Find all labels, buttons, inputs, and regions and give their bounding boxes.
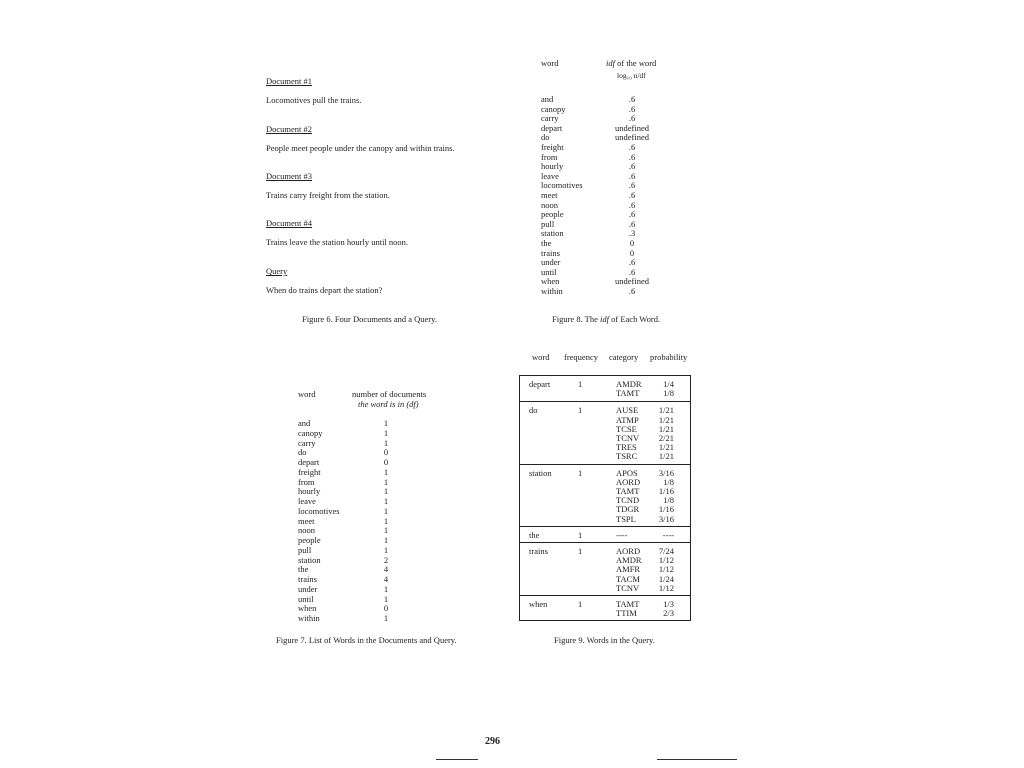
fig8-idf-value: .6 [628, 189, 636, 200]
fig8-idf-value: .6 [628, 103, 636, 114]
fig7-df-value: 4 [383, 564, 389, 575]
fig9-probability: 1/21 [658, 451, 674, 462]
fig7-word: depart [298, 457, 320, 467]
fig7-word: people [298, 535, 321, 545]
fig8-word: meet [541, 189, 558, 200]
fig9-probability: 1/8 [663, 495, 674, 506]
fig9-category: TSRC [616, 451, 638, 462]
fig9-category-column [616, 600, 639, 618]
fig9-header-category: category [609, 352, 639, 362]
fig8-word: station [541, 228, 564, 239]
fig9-category: TCNV [616, 582, 640, 593]
fig9-probability: 3/16 [658, 513, 674, 524]
fig7-word: noon [298, 525, 315, 536]
fig8-header-idf [606, 59, 656, 68]
fig9-word: station [529, 467, 552, 478]
fig8-word: when [541, 276, 560, 287]
fig9-group [520, 595, 690, 621]
fig9-frequency: 1 [578, 405, 583, 416]
fig8-word: noon [541, 199, 558, 210]
fig8-idf-value: undefined [615, 122, 649, 133]
fig9-category-column [616, 531, 627, 540]
query-text: When do trains depart the station? [266, 285, 383, 295]
fig9-probability: 1/8 [663, 476, 674, 487]
fig9-probability: 1/21 [658, 405, 674, 416]
figure-9-caption: Figure 9. Words in the Query. [554, 635, 655, 645]
fig9-category: TAMT [616, 388, 640, 399]
fig9-category: AMDR [616, 379, 642, 389]
footer-rule-right [657, 759, 737, 760]
fig7-word: when [298, 603, 317, 614]
fig8-word: do [541, 132, 550, 143]
fig7-word: carry [298, 437, 316, 448]
fig9-probability: ---- [662, 529, 674, 540]
fig7-df-value: 1 [383, 427, 389, 438]
query-heading: Query [266, 266, 288, 276]
fig8-idf-value: .6 [628, 113, 636, 124]
fig9-category-column [616, 469, 640, 524]
fig9-category-column [616, 380, 642, 398]
fig9-probability: 3/16 [658, 467, 674, 478]
fig9-category: TCNV [616, 432, 640, 443]
fig8-word: until [541, 266, 557, 277]
fig7-df-value: 1 [383, 466, 389, 477]
fig9-word: trains [529, 546, 548, 556]
fig8-word: the [541, 237, 552, 248]
fig9-category: ATMP [616, 414, 639, 425]
fig7-df-value: 1 [383, 613, 389, 623]
fig7-df-column [380, 419, 392, 624]
fig9-category: TAMT [616, 485, 640, 496]
fig8-idf-value: .6 [628, 199, 636, 210]
fig9-category: TRES [616, 442, 637, 453]
fig7-df-value: 1 [383, 593, 389, 604]
fig9-category: TAMT [616, 599, 640, 609]
fig7-word: and [298, 418, 311, 428]
fig9-probability: 1/12 [658, 582, 674, 593]
fig7-df-value: 1 [383, 496, 389, 506]
fig9-category: TCSE [616, 423, 637, 434]
fig7-word: do [298, 447, 307, 458]
fig8-idf-value: 0 [629, 247, 635, 258]
fig8-word: trains [541, 247, 560, 258]
fig9-probability-column [652, 600, 674, 618]
fig9-category: AORD [616, 476, 641, 487]
fig7-word: under [298, 583, 318, 594]
fig9-probability: 7/24 [658, 546, 674, 556]
fig7-df-value: 1 [383, 583, 389, 594]
fig9-category: APOS [616, 467, 638, 478]
fig9-probability: 1/8 [663, 388, 674, 399]
fig9-probability-column [652, 406, 674, 461]
fig9-probability: 2/21 [658, 432, 674, 443]
fig8-word: depart [541, 122, 563, 133]
fig7-df-value: 1 [383, 476, 389, 487]
fig9-probability-column [652, 469, 674, 524]
page-number: 296 [485, 736, 500, 747]
fig9-probability: 2/3 [663, 608, 674, 619]
fig9-frequency: 1 [578, 546, 583, 556]
fig8-idf-value: .6 [628, 151, 636, 162]
fig8-idf-value: .6 [628, 285, 636, 296]
document-3-heading: Document #3 [266, 171, 313, 181]
fig9-probability-column [652, 531, 674, 540]
figure-6-caption: Figure 6. Four Documents and a Query. [302, 314, 437, 324]
fig8-word: freight [541, 141, 564, 152]
fig8-idf-value: .6 [628, 170, 636, 181]
fig8-word: leave [541, 170, 559, 181]
fig8-header-formula: log₁₀ n/df [617, 71, 646, 80]
fig8-word: canopy [541, 103, 566, 114]
fig9-probability: 1/16 [658, 485, 674, 496]
fig9-header-probability: probability [650, 352, 688, 362]
fig8-word: and [541, 94, 554, 104]
fig7-word-column [298, 419, 340, 624]
fig7-df-value: 1 [383, 525, 389, 536]
fig7-word: locomotives [298, 505, 340, 516]
fig7-word: meet [298, 515, 315, 526]
fig9-probability: 1/21 [658, 414, 674, 425]
fig7-word: leave [298, 496, 316, 506]
fig7-df-value: 4 [383, 574, 389, 584]
document-1-text: Locomotives pull the trains. [266, 95, 362, 105]
fig7-df-value: 0 [383, 447, 389, 458]
fig9-category: AORD [616, 546, 641, 556]
fig8-idf-value: .6 [628, 218, 636, 229]
document-2-text: People meet people under the canopy and within trains. [266, 143, 455, 153]
fig9-table [519, 375, 691, 621]
fig7-header-count-line1: number of documents [352, 389, 427, 399]
fig8-caption-prefix: Figure 8. The [552, 314, 601, 324]
fig7-df-value: 1 [383, 418, 389, 428]
document-4-text: Trains leave the station hourly until noon. [266, 237, 409, 247]
fig7-word: within [298, 613, 320, 623]
fig7-df-value: 1 [383, 486, 389, 497]
fig9-frequency: 1 [578, 467, 583, 478]
fig8-idf-value: undefined [615, 132, 649, 143]
fig8-idf-value: .6 [628, 209, 636, 220]
fig7-df-value: 1 [383, 505, 389, 516]
fig7-header-count-line2: the word is in (df) [358, 399, 419, 409]
fig7-df-value: 1 [383, 515, 389, 526]
fig7-word: until [298, 593, 314, 604]
fig8-word: carry [541, 113, 559, 124]
fig9-probability-column [652, 380, 674, 398]
fig8-idf-value: .6 [628, 161, 636, 172]
fig9-group [520, 401, 690, 464]
fig9-probability: 1/12 [658, 564, 674, 575]
fig8-idf-value: .3 [628, 228, 636, 239]
fig9-group [520, 464, 690, 527]
fig8-word: within [541, 285, 563, 296]
fig7-word: station [298, 554, 321, 565]
fig8-idf-value: .6 [628, 180, 636, 191]
fig9-probability: 1/4 [663, 379, 674, 389]
fig9-probability: 1/3 [663, 599, 674, 609]
fig8-word: from [541, 151, 558, 162]
fig9-category-column [616, 547, 642, 593]
fig9-category: ---- [616, 529, 628, 540]
fig9-probability: 1/21 [658, 423, 674, 434]
fig8-caption-suffix: of Each Word. [609, 314, 661, 324]
document-2-heading: Document #2 [266, 124, 313, 134]
fig9-header-word: word [532, 352, 550, 362]
fig9-category: AUSE [616, 405, 639, 416]
fig9-group [520, 376, 690, 401]
fig8-idf-value: .6 [628, 141, 636, 152]
fig8-idf-value: .6 [628, 266, 636, 277]
fig8-caption-italic: idf [600, 314, 609, 324]
fig7-word: canopy [298, 427, 323, 438]
fig8-header-word: word [541, 58, 559, 68]
fig9-group [520, 526, 690, 543]
fig9-category: AMFR [616, 564, 641, 575]
fig9-group [520, 542, 690, 596]
fig8-idf-value: undefined [615, 276, 649, 287]
fig9-frequency: 1 [578, 379, 583, 389]
fig8-idf-value: .6 [628, 94, 636, 104]
fig7-word: freight [298, 466, 321, 477]
figure-7-caption: Figure 7. List of Words in the Documents and Query. [276, 635, 457, 645]
fig7-df-value: 1 [383, 544, 389, 555]
fig7-word: from [298, 476, 315, 487]
figure-8-caption [552, 315, 660, 324]
fig8-header-idf-rest: of the word [614, 58, 657, 68]
fig8-word: under [541, 257, 561, 268]
fig8-word: pull [541, 218, 555, 229]
fig8-word: hourly [541, 161, 564, 172]
document-1-heading: Document #1 [266, 76, 313, 86]
fig7-df-value: 1 [383, 535, 389, 545]
document-4-heading: Document #4 [266, 218, 313, 228]
document-3-text: Trains carry freight from the station. [266, 190, 390, 200]
fig9-word: depart [529, 379, 551, 389]
fig9-word: do [529, 405, 538, 416]
fig8-idf-column [603, 95, 661, 296]
fig9-probability: 1/21 [658, 442, 674, 453]
fig8-idf-value: 0 [629, 237, 635, 248]
fig7-df-value: 1 [383, 437, 389, 448]
fig8-idf-value: .6 [628, 257, 636, 268]
fig7-word: trains [298, 574, 317, 584]
fig9-word: when [529, 599, 548, 609]
fig8-word: people [541, 209, 564, 220]
fig8-word: locomotives [541, 180, 583, 191]
fig9-frequency: 1 [578, 529, 583, 540]
fig9-header-frequency: frequency [564, 352, 598, 362]
fig7-df-value: 0 [383, 457, 389, 467]
fig7-header-word: word [298, 389, 316, 399]
fig9-category: TTIM [616, 608, 637, 619]
fig9-category-column [616, 406, 639, 461]
fig8-header-idf-italic: idf [606, 58, 615, 68]
fig9-category: AMDR [616, 555, 642, 566]
fig9-word: the [529, 529, 540, 540]
fig9-probability: 1/16 [658, 504, 674, 515]
fig9-probability-column [652, 547, 674, 593]
fig9-category: TCND [616, 495, 640, 506]
fig8-word-column [541, 95, 583, 296]
fig9-frequency: 1 [578, 599, 583, 609]
fig9-category: TDGR [616, 504, 640, 515]
fig9-category: TSPL [616, 513, 636, 524]
footer-rule-left [436, 759, 478, 760]
fig7-df-value: 0 [383, 603, 389, 614]
fig7-df-value: 2 [383, 554, 389, 565]
fig7-word: hourly [298, 486, 321, 497]
fig9-category: TACM [616, 573, 640, 584]
fig7-word: pull [298, 544, 312, 555]
fig9-probability: 1/24 [658, 573, 674, 584]
fig7-word: the [298, 564, 309, 575]
fig9-probability: 1/12 [658, 555, 674, 566]
